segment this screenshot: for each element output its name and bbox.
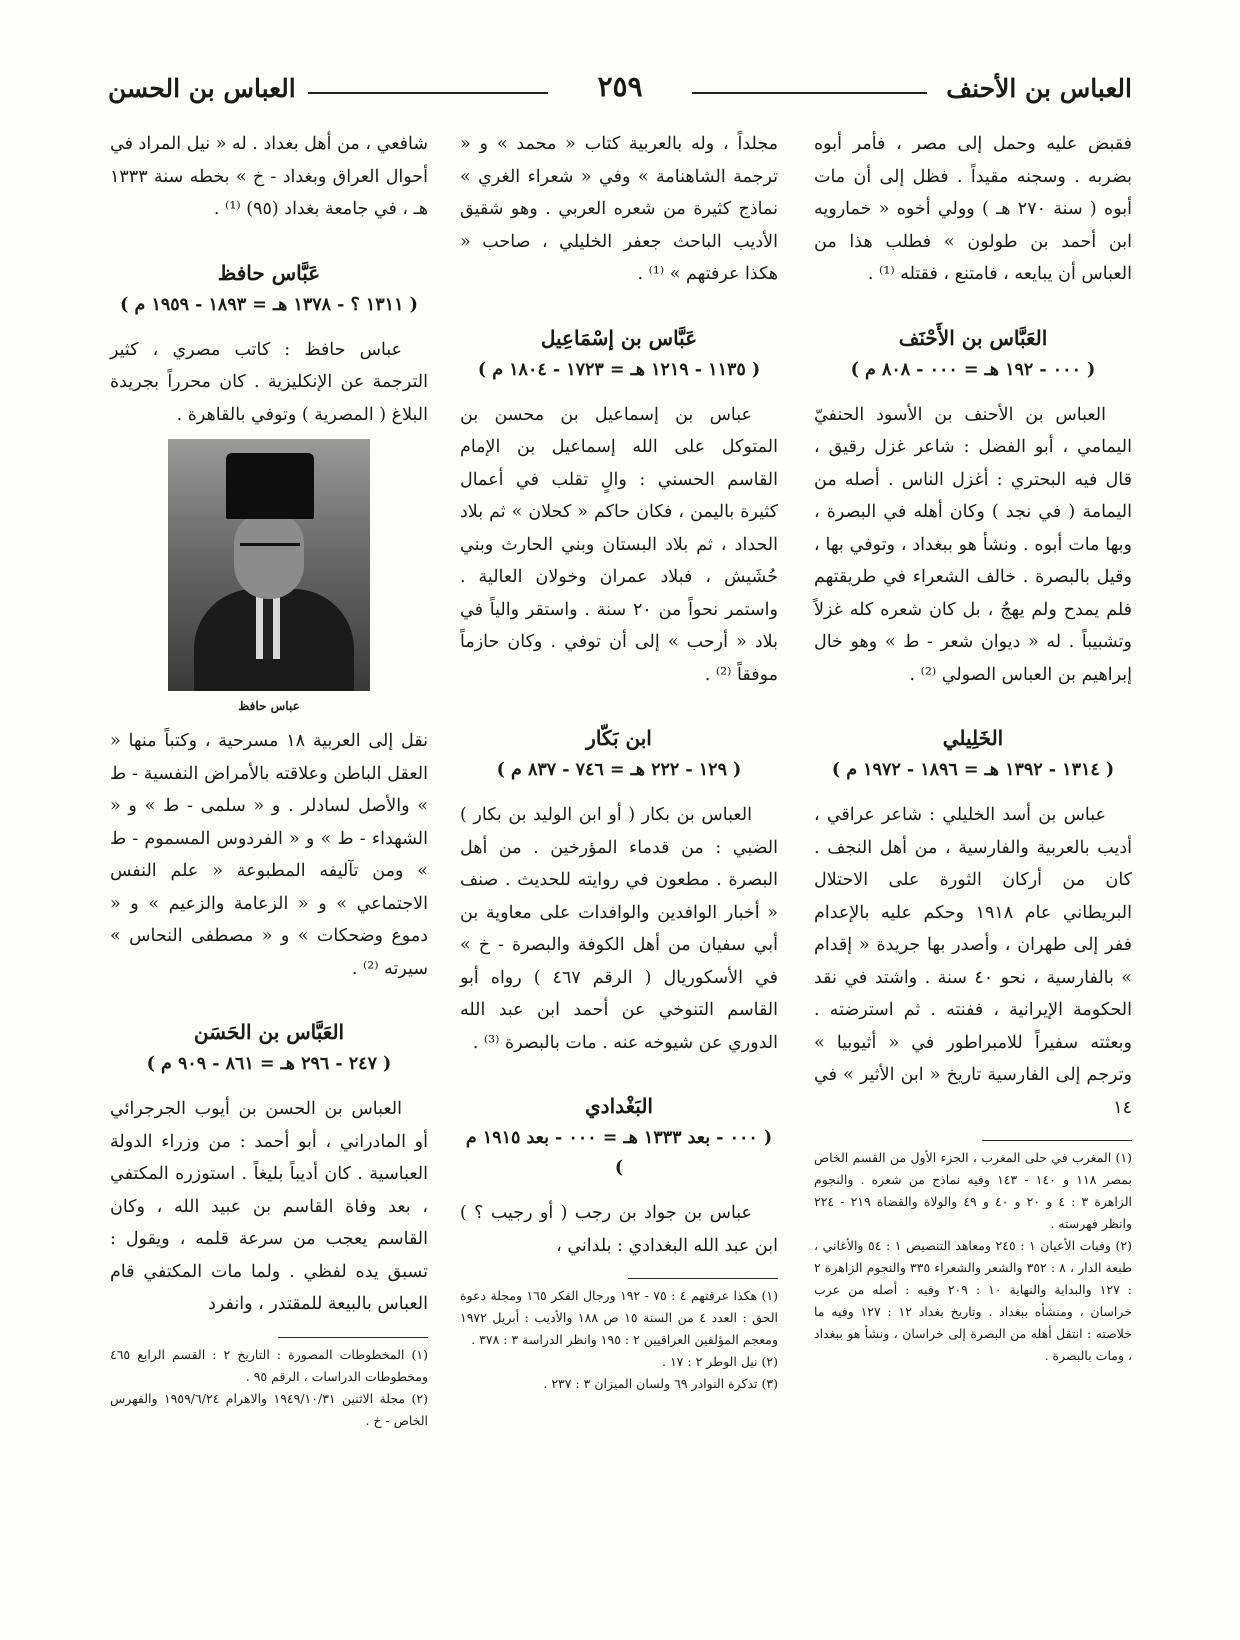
header-right-entry: العباس بن الأحنف	[946, 74, 1132, 103]
footnote: (١) هكذا عرفتهم ٤ : ٧٥ - ١٩٢ ورجال الفكر ١٦٥ ومجلة دعوة الحق : العدد ٤ من السنة ١٥ ص ١٨٨ والأديب : أبريل ١٩٧٢ ومعجم المؤلفين العراقيين ٢ : ١٩٥ وانظر الدراسة ٣ : ٣٧٨ .	[460, 1288, 779, 1347]
footnote: (١) المخطوطات المصورة : التاريخ ٢ : القسم الرابع ٤٦٥ ومخطوطات الدراسات ، الرقم ٩٥ .	[110, 1346, 429, 1384]
entry-dates: ( ١١٣٥ - ١٢١٩ هـ = ١٧٢٣ - ١٨٠٤ م )	[477, 359, 761, 380]
photo-caption: عباس حافظ	[238, 699, 300, 713]
header-rule-right	[692, 92, 927, 94]
footnote-rule	[278, 1337, 428, 1338]
portrait-photo	[168, 439, 370, 691]
header-rule-left	[308, 92, 548, 94]
entry-dates: ( ١٣١١ ؟ - ١٣٧٨ هـ = ١٨٩٣ - ١٩٥٩ م )	[120, 294, 418, 315]
continued-text: مجلداً ، وله بالعربية كتاب « محمد » و « ترجمة الشاهنامة » وفي « شعراء الغري » نماذج كثيرة من شعره العربي . وهو شقيق الأديب الباحث جعفر الخليلي ، صاحب « هكذا عرفتهم » ⁽¹⁾ .	[460, 134, 778, 284]
footnote-rule	[628, 1278, 778, 1279]
entry-heading: العَبَّاس بن الأَحْنَف	[898, 325, 1048, 350]
footnote: (٢) مجلة الاثنين ١٩٤٩/١٠/٣١ والاهرام ١٩٥٩/٦/٢٤ والفهرس الخاص - خ .	[110, 1390, 428, 1428]
entry-dates: ( ٠٠٠ - ١٩٢ هـ = ٠٠٠ - ٨٠٨ م )	[850, 359, 1096, 380]
entry-text: العباس بن الحسن بن أيوب الجرجرائي أو المادراني ، أبو أحمد : من وزراء الدولة العباسية . كان أديباً بليغاً . استوزره المكتفي ، بعد وفاة القاسم بن عبيد الله ، وكان القاسم يعجب من سرعة قلمه ، ويقول : تسبق يده لفظي . ولما مات المكتفي قام العباس بالبيعة للمقتدر ، وانفرد	[110, 1099, 428, 1314]
footnote: (٢) وفيات الأعيان ١ : ٢٤٥ ومعاهد التنصيص ١ : ٥٤ والأغاني ، طبعة الدار ، ٨ : ٣٥٢ والشعر والشعراء ٣٣٥ والنجوم الزاهرة ٢ : ١٢٧ والبداية والنهاية ١٠ : ٢٠٩ وفيه : أصله من عرب خراسان ، ومنشأه ببغداد . وتاريخ بغداد ١٢ : ١٢٧ وفيه ما خلاصته : انتقل أهله من البصرة إلى خراسان ، ونشأ هو ببغداد ، ومات بالبصرة .	[814, 1238, 1132, 1363]
entry-text: عباس حافظ : كاتب مصري ، كثير الترجمة عن الإنكليزية . كان محرراً بجريدة البلاغ ( المصرية ) وتوفي بالقاهرة .	[110, 339, 428, 425]
footnote: (١) المغرب في حلى المغرب ، الجزء الأول من القسم الخاص بمصر ١١٨ و ١٤٠ - ١٤٣ وفيه نماذج من شعره . والنجوم الزاهرة ٣ : ٤ و ٢٠ و ٤٠ و ٤٩ والولاة والقضاة ٢١٩ - ٢٢٤ وانظر فهرسته .	[814, 1150, 1133, 1231]
entry-heading: عَبَّاس حافظ	[217, 260, 321, 285]
page-number: ٢٥٩	[597, 70, 643, 103]
middle-column	[460, 128, 778, 1395]
entry-heading: عَبَّاس بن إسْمَاعِيل	[540, 325, 698, 350]
entry-dates: ( ١٣١٤ - ١٣٩٢ هـ = ١٨٩٦ - ١٩٧٢ م )	[831, 760, 1115, 780]
entry-heading: الخَلِيلي	[942, 726, 1004, 750]
entry-heading: العَبَّاس بن الحَسَن	[193, 1020, 345, 1044]
continued-text: شافعي ، من أهل بغداد . له « نيل المراد في أحوال العراق وبغداد - خ » بخطه سنة ١٣٣٣ هـ ، في جامعة بغداد (٩٥) ⁽¹⁾ .	[110, 134, 428, 219]
continued-text: فقبض عليه وحمل إلى مصر ، فأمر أبوه بضربه . وسجنه مقيداً . فظل إلى أن مات أبوه ( سنة ٢٧٠ هـ ) وولي أخوه « خمارويه ابن أحمد بن طولون » فطلب هذا من العباس أن يبايعه ، فامتنع ، فقتله ⁽¹⁾ .	[814, 134, 1132, 284]
entry-text: العباس بن بكار ( أو ابن الوليد بن بكار ) الضبي : من قدماء المؤرخين . من أهل البصرة . مطعون في روايته للحديث . صنف « أخبار الوافدين والوافدات على معاوية بن أبي سفيان من أهل الكوفة والبصرة - خ » في الأسكوريال ( الرقم ٤٦٧ ) رواه أبو القاسم التنوخي عن أحمد ابن عبد الله الدوري عن شيوخه عنه . مات بالبصرة ⁽³⁾ .	[460, 805, 778, 1053]
footnote-rule	[982, 1140, 1132, 1141]
entry-heading: ابن بَكّار	[586, 726, 652, 750]
running-head	[108, 62, 1132, 122]
left-column	[110, 128, 428, 1432]
right-column	[814, 128, 1132, 1367]
fez-hat	[226, 453, 314, 519]
entry-text-continued: نقل إلى العربية ١٨ مسرحية ، وكتباً منها « العقل الباطن وعلاقته بالأمراض النفسية - ط » والأصل لسادلر . و « سلمى - ط » و « الشهداء - ط » و « الفردوس المسموم - ط » ومن تآليفه المطبوعة « علم النفس الاجتماعي » و « الزعامة والزعيم » و « دموع وضحكات » و « مصطفى النحاس » سيرته ⁽²⁾ .	[110, 731, 428, 979]
footnote: (٢) نيل الوطر ٢ : ١٧ .	[662, 1354, 778, 1369]
entry-dates: ( ٢٤٧ - ٢٩٦ هـ = ٨٦١ - ٩٠٩ م )	[146, 1054, 392, 1074]
entry-text: العباس بن الأحنف بن الأسود الحنفيّ اليمامي ، أبو الفضل : شاعر غزل رقيق ، قال فيه البحتري : أغزل الناس . أصله من اليمامة ( في نجد ) وكان أهله في البصرة ، وبها مات أبوه . ونشأ هو ببغداد ، وتوفي بها ، وقيل بالبصرة . خالف الشعراء في طريقتهم فلم يمدح ولم يهجُ ، بل كان شعره كله غزلاً وتشبيباً . له « ديوان شعر - ط » وهو خال إبراهيم بن العباس الصولي ⁽²⁾ .	[814, 404, 1132, 685]
header-left-entry: العباس بن الحسن	[108, 74, 296, 103]
entry-dates: ( ٠٠٠ - بعد ١٣٣٣ هـ = ٠٠٠ - بعد ١٩١٥ م )	[465, 1128, 773, 1178]
entry-dates: ( ١٢٩ - ٢٢٢ هـ = ٧٤٦ - ٨٣٧ م )	[496, 760, 742, 780]
entry-text: عباس بن جواد بن رجب ( أو رجيب ؟ ) ابن عبد الله البغدادي : بلداني ،	[460, 1203, 778, 1256]
entry-text: عباس بن إسماعيل بن محسن بن المتوكل على الله إسماعيل بن الإمام القاسم الحسني : والٍ تقلب في أعمال كثيرة باليمن ، فكان حاكم « كحلان » ثم بلاد الحداد ، ثم بلاد البستان وبني الحارث وبني حُشَيش ، فبلاد عمران وخولان العالية . واستمر نحواً من ٢٠ سنة . واستقر والياً في بلاد « أرحب » إلى أن توفي . وكان حازماً موفقاً ⁽²⁾ .	[460, 404, 778, 685]
footnote: (٣) تذكرة النوادر ٦٩ ولسان الميزان ٣ : ٢٣٧ .	[543, 1376, 778, 1391]
entry-text: عباس بن أسد الخليلي : شاعر عراقي ، أديب بالعربية والفارسية ، من أهل النجف . كان من أركان الثورة على الاحتلال البريطاني عام ١٩١٨ وحكم عليه بالإعدام ففر إلى طهران ، وأصدر بها جريدة « إقدام » بالفارسية ، نحو ٤٠ سنة . واشتد في نقد الحكومة الإيرانية ، ففنته . ثم استرضته . وبعثته سفيراً للامبراطور في « أثيوبيا » وترجم إلى الفارسية تاريخ « ابن الأثير » في ١٤	[814, 805, 1132, 1118]
entry-heading: البَغْدادي	[585, 1094, 653, 1118]
